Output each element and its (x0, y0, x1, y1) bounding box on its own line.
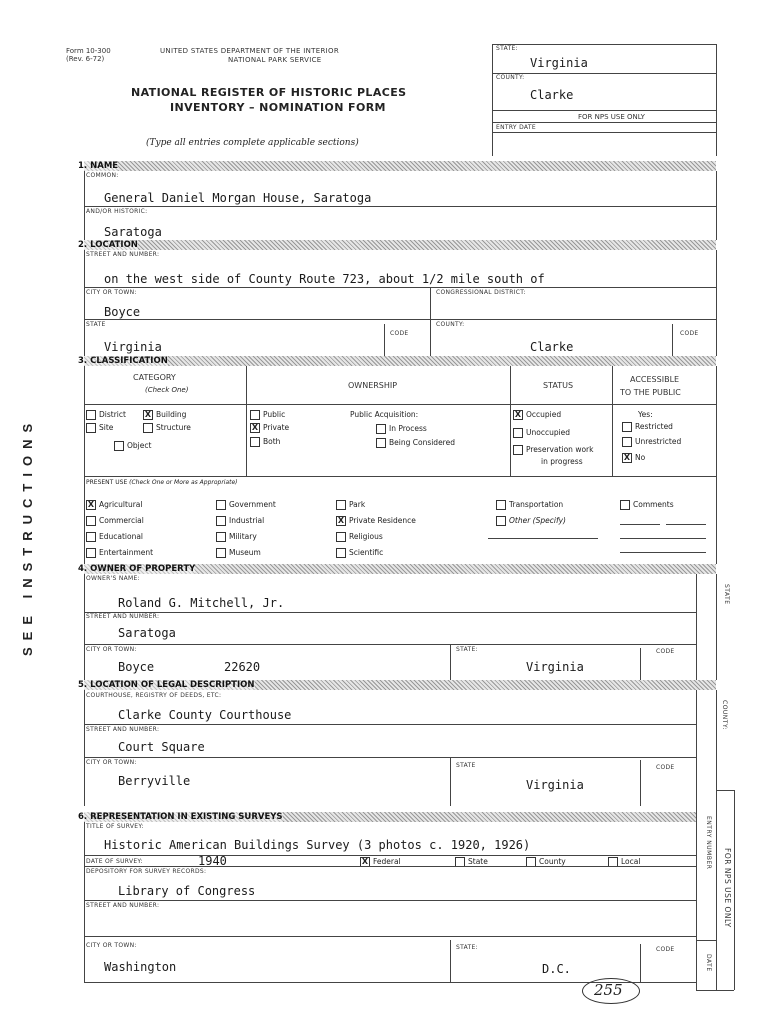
section-3-title: 3. CLASSIFICATION (78, 356, 168, 366)
in-progress-label: in progress (541, 457, 583, 466)
owner-code-label: CODE (656, 648, 675, 655)
survey-date-label: DATE OF SURVEY: (86, 858, 143, 865)
accessible-header-1: ACCESSIBLE (630, 375, 680, 384)
accessible-header-2: TO THE PUBLIC (620, 388, 681, 397)
side-entry-number: ENTRY NUMBER (705, 816, 712, 870)
depository-label: DEPOSITORY FOR SURVEY RECORDS: (86, 868, 207, 875)
use-label: Scientific (349, 548, 384, 557)
use-label: Religious (349, 532, 383, 541)
nps-use-only: FOR NPS USE ONLY (578, 113, 645, 121)
owner-street: Saratoga (118, 626, 176, 640)
yes-label: Yes: (638, 410, 653, 419)
state-label: STATE (86, 321, 106, 328)
use-checkbox[interactable] (336, 500, 346, 510)
side-state-label: STATE (723, 584, 730, 605)
category-checkbox[interactable] (143, 423, 153, 433)
historic-label: AND/OR HISTORIC: (86, 208, 148, 215)
status-checkbox[interactable] (513, 428, 523, 438)
legal-state-label: STATE (456, 762, 476, 769)
form-number: Form 10-300 (66, 47, 111, 55)
use-private-residence[interactable] (336, 516, 416, 526)
owner-label: OWNER'S NAME: (86, 575, 140, 582)
status-checkbox[interactable] (513, 445, 523, 455)
category-building[interactable] (143, 410, 186, 420)
use-comments[interactable] (620, 500, 674, 510)
use-checkbox[interactable] (336, 548, 346, 558)
category-object[interactable] (114, 441, 151, 451)
survey-level-checkbox[interactable]: X (361, 857, 369, 866)
top-county-label: COUNTY: (496, 74, 525, 81)
form-subtitle: INVENTORY – NOMINATION FORM (170, 101, 386, 114)
status-preservation-work[interactable] (513, 445, 593, 455)
accessible-no[interactable] (622, 453, 645, 463)
status-label: Unoccupied (526, 428, 571, 437)
county-value: Clarke (530, 340, 574, 354)
use-label: Transportation (509, 500, 564, 509)
acquisition-checkbox[interactable] (376, 424, 386, 434)
depo-city-label: CITY OR TOWN: (86, 942, 137, 949)
city-value: Boyce (104, 305, 141, 319)
accessible-checkbox[interactable] (622, 422, 632, 432)
service: NATIONAL PARK SERVICE (228, 56, 322, 64)
section-6-title: 6. REPRESENTATION IN EXISTING SURVEYS (78, 812, 283, 822)
use-label: Private Residence (349, 516, 416, 525)
side-nps-use-only: FOR NPS USE ONLY (723, 848, 732, 928)
legal-street-label: STREET AND NUMBER: (86, 726, 160, 733)
category-structure[interactable] (143, 423, 191, 433)
depo-state: D.C. (542, 962, 571, 976)
survey-level-label: Federal (373, 857, 401, 866)
common-name: General Daniel Morgan House, Saratoga (104, 191, 372, 205)
category-checkbox[interactable] (86, 423, 96, 433)
use-commercial[interactable] (86, 516, 144, 526)
use-checkbox[interactable] (620, 500, 630, 510)
use-label: Military (229, 532, 257, 541)
street-label: STREET AND NUMBER: (86, 251, 160, 258)
use-government[interactable] (216, 500, 276, 510)
depo-state-label: STATE: (456, 944, 478, 951)
congress-label: CONGRESSIONAL DISTRICT: (436, 289, 526, 296)
owner-street-label: STREET AND NUMBER: (86, 613, 160, 620)
accessible-checkbox[interactable] (622, 437, 632, 447)
use-checkbox[interactable] (86, 532, 96, 542)
accessible-label: No (635, 453, 646, 462)
use-checkbox[interactable] (86, 548, 96, 558)
use-checkbox[interactable] (86, 516, 96, 526)
section-2-bar (84, 240, 716, 250)
department: UNITED STATES DEPARTMENT OF THE INTERIOR (160, 47, 339, 55)
legal-state: Virginia (526, 778, 584, 792)
use-transportation[interactable] (496, 500, 563, 510)
status-unoccupied[interactable] (513, 428, 570, 438)
accessible-checkbox[interactable]: X (623, 453, 631, 462)
use-industrial[interactable] (216, 516, 264, 526)
depo-city: Washington (104, 960, 177, 974)
accessible-label: Unrestricted (635, 437, 682, 446)
category-checkbox[interactable] (86, 410, 96, 420)
survey-title: Historic American Buildings Survey (3 photos c. 1920, 1926) (104, 838, 531, 852)
use-other-specify[interactable] (496, 516, 566, 526)
use-label: Comments (633, 500, 674, 509)
category-checkbox[interactable]: X (144, 410, 152, 419)
section-5-title: 5. LOCATION OF LEGAL DESCRIPTION (78, 680, 255, 690)
category-label: Structure (156, 423, 191, 432)
acquisition-checkbox[interactable] (376, 438, 386, 448)
status-header: STATUS (543, 381, 574, 390)
owner-city-label: CITY OR TOWN: (86, 646, 137, 653)
category-district[interactable] (86, 410, 126, 420)
category-header: CATEGORY (133, 373, 176, 382)
courthouse-label: COURTHOUSE, REGISTRY OF DEEDS, ETC: (86, 692, 222, 699)
top-county-value: Clarke (530, 88, 574, 102)
form-title: NATIONAL REGISTER OF HISTORIC PLACES (131, 86, 407, 99)
code2-label: CODE (680, 330, 699, 337)
ownership-label: Both (263, 437, 281, 446)
use-label: Entertainment (99, 548, 154, 557)
use-label: Commercial (99, 516, 144, 525)
survey-date: 1940 (198, 854, 227, 868)
ownership-checkbox[interactable] (250, 410, 260, 420)
use-checkbox[interactable] (216, 516, 226, 526)
section-1-title: 1. NAME (78, 161, 119, 171)
depository-value: Library of Congress (118, 884, 256, 898)
use-label: Government (229, 500, 276, 509)
use-label: Other (Specify) (509, 516, 566, 525)
ownership-label: Private (263, 423, 290, 432)
legal-city-label: CITY OR TOWN: (86, 759, 137, 766)
entry-date-label: ENTRY DATE (496, 124, 536, 131)
section-1-bar (84, 161, 716, 171)
side-date: DATE (705, 954, 712, 972)
owner-state-label: STATE: (456, 646, 478, 653)
use-religious[interactable] (336, 532, 383, 542)
page-stamp-number: 255 (594, 981, 623, 999)
section-4-title: 4. OWNER OF PROPERTY (78, 564, 196, 574)
accessible-restricted[interactable] (622, 422, 673, 432)
side-see-instructions-svg (20, 368, 44, 668)
owner-zip: 22620 (224, 660, 261, 674)
category-checkbox[interactable] (114, 441, 124, 451)
city-label: CITY OR TOWN: (86, 289, 137, 296)
use-label: Industrial (229, 516, 265, 525)
acquisition-label: In Process (389, 424, 427, 433)
survey-title-label: TITLE OF SURVEY: (86, 823, 144, 830)
depo-code-label: CODE (656, 946, 675, 953)
accessible-label: Restricted (635, 422, 673, 431)
status-occupied[interactable] (513, 410, 561, 420)
use-scientific[interactable] (336, 548, 383, 558)
side-see-instructions (20, 368, 44, 668)
instructions: (Type all entries complete applicable sections) (146, 138, 359, 148)
present-use-label: PRESENT USE (Check One or More as Appropriate) (86, 479, 238, 486)
public-acquisition-label: Public Acquisition: (350, 410, 419, 419)
code-label: CODE (390, 330, 409, 337)
use-agricultural[interactable] (86, 500, 142, 510)
use-checkbox[interactable] (216, 548, 226, 558)
ownership-header: OWNERSHIP (348, 381, 398, 390)
use-educational[interactable] (86, 532, 143, 542)
use-entertainment[interactable] (86, 548, 153, 558)
survey-level-label: County (539, 857, 566, 866)
county-label: COUNTY: (436, 321, 465, 328)
owner-state: Virginia (526, 660, 584, 674)
ownership-label: Public (263, 410, 286, 419)
use-label: Educational (99, 532, 144, 541)
status-label: Occupied (526, 410, 562, 419)
status-label: Preservation work (526, 445, 594, 454)
section-3-bar (84, 356, 716, 366)
survey-level-label: State (468, 857, 488, 866)
check-one: (Check One) (145, 386, 189, 394)
use-park[interactable] (336, 500, 365, 510)
top-state-value: Virginia (530, 56, 588, 70)
ownership-both[interactable] (250, 437, 280, 447)
category-site[interactable] (86, 423, 113, 433)
legal-street: Court Square (118, 740, 205, 754)
ownership-checkbox[interactable] (250, 437, 260, 447)
use-checkbox[interactable] (336, 532, 346, 542)
ownership-checkbox[interactable]: X (251, 423, 259, 432)
legal-city: Berryville (118, 774, 191, 788)
section-2-title: 2. LOCATION (78, 240, 138, 250)
side-text: SEE INSTRUCTIONS (20, 416, 35, 656)
category-label: District (99, 410, 126, 419)
ownership-public[interactable] (250, 410, 285, 420)
category-label: Building (156, 410, 187, 419)
common-label: COMMON: (86, 172, 119, 179)
owner-name: Roland G. Mitchell, Jr. (118, 596, 285, 610)
street-value: on the west side of County Route 723, about 1/2 mile south of (104, 272, 545, 286)
use-label: Park (349, 500, 366, 509)
state-value: Virginia (104, 340, 162, 354)
use-checkbox[interactable] (216, 500, 226, 510)
top-state-label: STATE: (496, 45, 518, 52)
use-checkbox[interactable]: X (337, 516, 345, 525)
use-military[interactable] (216, 532, 257, 542)
use-checkbox[interactable] (496, 500, 506, 510)
status-checkbox[interactable]: X (514, 410, 522, 419)
ownership-private[interactable] (250, 423, 289, 433)
use-checkbox[interactable] (216, 532, 226, 542)
legal-code-label: CODE (656, 764, 675, 771)
survey-level-label: Local (621, 857, 641, 866)
historic-name: Saratoga (104, 225, 162, 239)
category-label: Site (99, 423, 114, 432)
use-label: Agricultural (99, 500, 143, 509)
category-label: Object (127, 441, 152, 450)
acquisition-in-process[interactable] (376, 424, 427, 434)
use-checkbox[interactable] (496, 516, 506, 526)
form-revision: (Rev. 6-72) (66, 55, 105, 63)
acquisition-label: Being Considered (389, 438, 455, 447)
use-label: Museum (229, 548, 261, 557)
side-county-label: COUNTY: (721, 700, 728, 730)
use-museum[interactable] (216, 548, 261, 558)
accessible-unrestricted[interactable] (622, 437, 681, 447)
courthouse-value: Clarke County Courthouse (118, 708, 292, 722)
depo-street-label: STREET AND NUMBER: (86, 902, 160, 909)
owner-city: Boyce (118, 660, 155, 674)
acquisition-being-considered[interactable] (376, 438, 455, 448)
use-checkbox[interactable]: X (87, 500, 95, 509)
